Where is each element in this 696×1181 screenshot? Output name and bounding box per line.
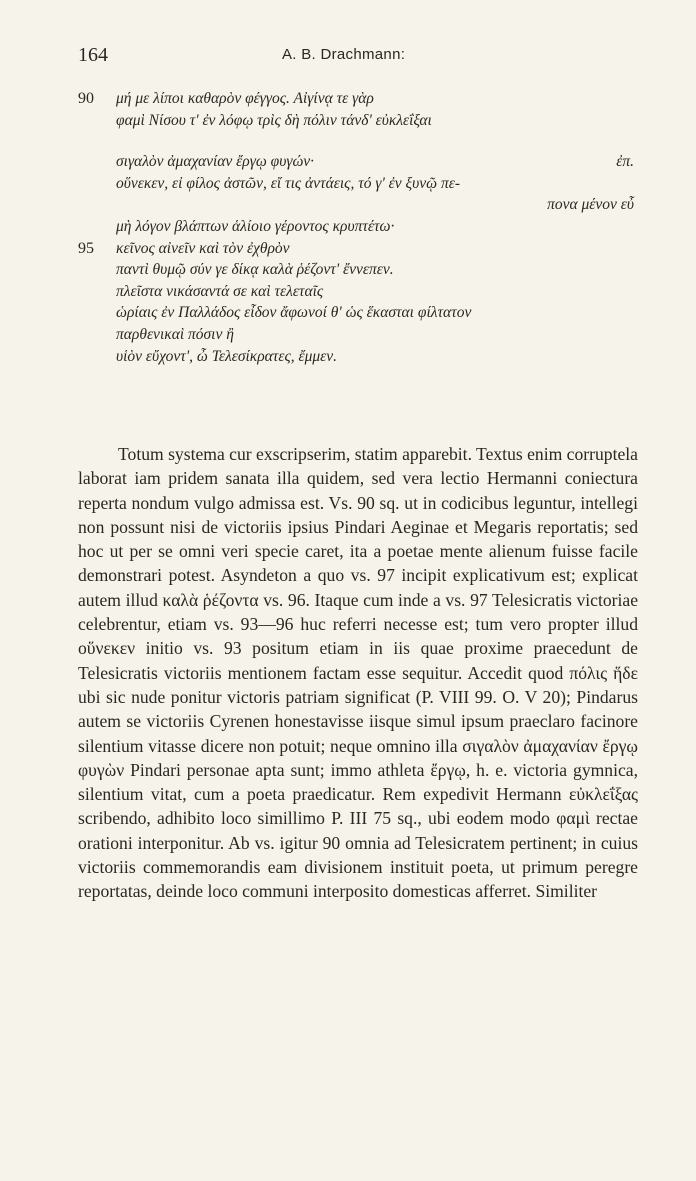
verse-line — [78, 173, 648, 195]
verse-text: σιγαλὸν ἀμαχανίαν ἔργῳ φυγών· — [116, 153, 315, 171]
verse-line — [78, 302, 648, 324]
verse-line — [78, 151, 648, 173]
verse-text: μὴ λόγον βλάπτων ἁλίοιο γέροντος κρυπτέτω· — [116, 217, 395, 235]
page-number: 164 — [78, 44, 108, 66]
verse-text: μή με λίποι καθαρὸν φέγγος. Αἰγίνᾳ τε γὰρ — [116, 90, 374, 107]
commentary — [78, 442, 638, 904]
epode-marker: ἐπ. — [616, 153, 634, 171]
verse-line — [78, 238, 648, 260]
verse-line — [78, 259, 648, 281]
verse-text: ὡρίαις ἐν Παλλάδος εἶδον ἄφωνοί θ' ὡς ἕκασται φίλτατον — [116, 304, 472, 322]
verse-text: πονα μένον εὖ — [547, 196, 634, 214]
verse-line — [78, 324, 648, 346]
verse-line — [78, 281, 648, 303]
verse-block — [78, 88, 648, 367]
verse-text: υἱὸν εὔχοντ', ὦ Τελεσίκρατες, ἔμμεν. — [116, 347, 338, 365]
running-head: A. B. Drachmann: — [282, 46, 406, 63]
verse-text: παρθενικαὶ πόσιν ἢ — [116, 325, 234, 343]
commentary-paragraph: Totum systema cur exscripserim, statim apparebit. Textus enim corruptela laborat iam pridem sanata illa quidem, sed vera lectio Hermanni coniectura reperta nondum vulgo admissa est. Vs. 90 sq. ut in codicibus leguntur, intellegi non possunt nisi de victoriis ipsius Pindari Aeginae et Megaris reportatis; sed hoc ut per se omni veri specie caret, ita a poetae mente alienum fuisse facile demonstrari potest. Asyndeton a quo vs. 97 incipit explicativum est; explicat autem illud καλὰ ῥέζοντα vs. 96. Itaque cum inde a vs. 97 Telesicratis victoriae celebrentur, etiam vs. 93—96 huc referri necesse est; tum vero propter illud οὕνεκεν initio vs. 93 positum etiam in iis quae proxime praecedunt de Telesicratis victoriis mentionem factam esse sequitur. Accedit quod πόλις ἥδε ubi sic nude ponitur victoris patriam significat (P. VIII 99. O. V 20); Pindarus autem se victoriis Cyrenen honestavisse iisque simul ipsum praeclaro facinore silentium vitasse dicere non potuit; neque omnino illa σιγαλὸν ἀμαχανίαν ἔργῳ φυγὼν Pindari personae apta sunt; immo athleta ἔργῳ, h. e. victoria gymnica, silentium vitat, cum a poeta praedicatur. Rem expedivit Hermann εὐκλεΐξας scribendo, adhibito loco simillimo P. III 75 sq., ubi eodem modo φαμὶ rectae orationi interponitur. Ab vs. igitur 90 omnia ad Telesicratem pertinent; in cuius victoriis commemorandis eam divisionem instituit poeta, ut primum peregre reportatas, deinde loco communi interposito domesticas afferret. Similiter — [78, 444, 638, 902]
verse-text: φαμὶ Νίσου τ' ἐν λόφῳ τρὶς δὴ πόλιν τάνδ' εὐκλεΐξαι — [116, 111, 432, 129]
verse-text: οὕνεκεν, εἰ φίλος ἀστῶν, εἴ τις ἀντάεις, τό γ' ἐν ξυνῷ πε- — [116, 174, 461, 192]
verse-line — [78, 216, 648, 238]
verse-line-continuation — [78, 194, 648, 216]
verse-text: πλεῖστα νικάσαντά σε καὶ τελεταῖς — [116, 282, 324, 300]
verse-line — [78, 346, 648, 368]
verse-line — [78, 110, 648, 132]
verse-text: παντὶ θυμῷ σύν γε δίκᾳ καλὰ ῥέζοντ' ἔννεπεν. — [116, 261, 394, 279]
verse-number: 95 — [78, 239, 94, 257]
page-header — [78, 44, 634, 70]
verse-line — [78, 88, 648, 110]
verse-number: 90 — [78, 90, 94, 107]
verse-text: κεῖνος αἰνεῖν καὶ τὸν ἐχθρὸν — [116, 239, 290, 257]
